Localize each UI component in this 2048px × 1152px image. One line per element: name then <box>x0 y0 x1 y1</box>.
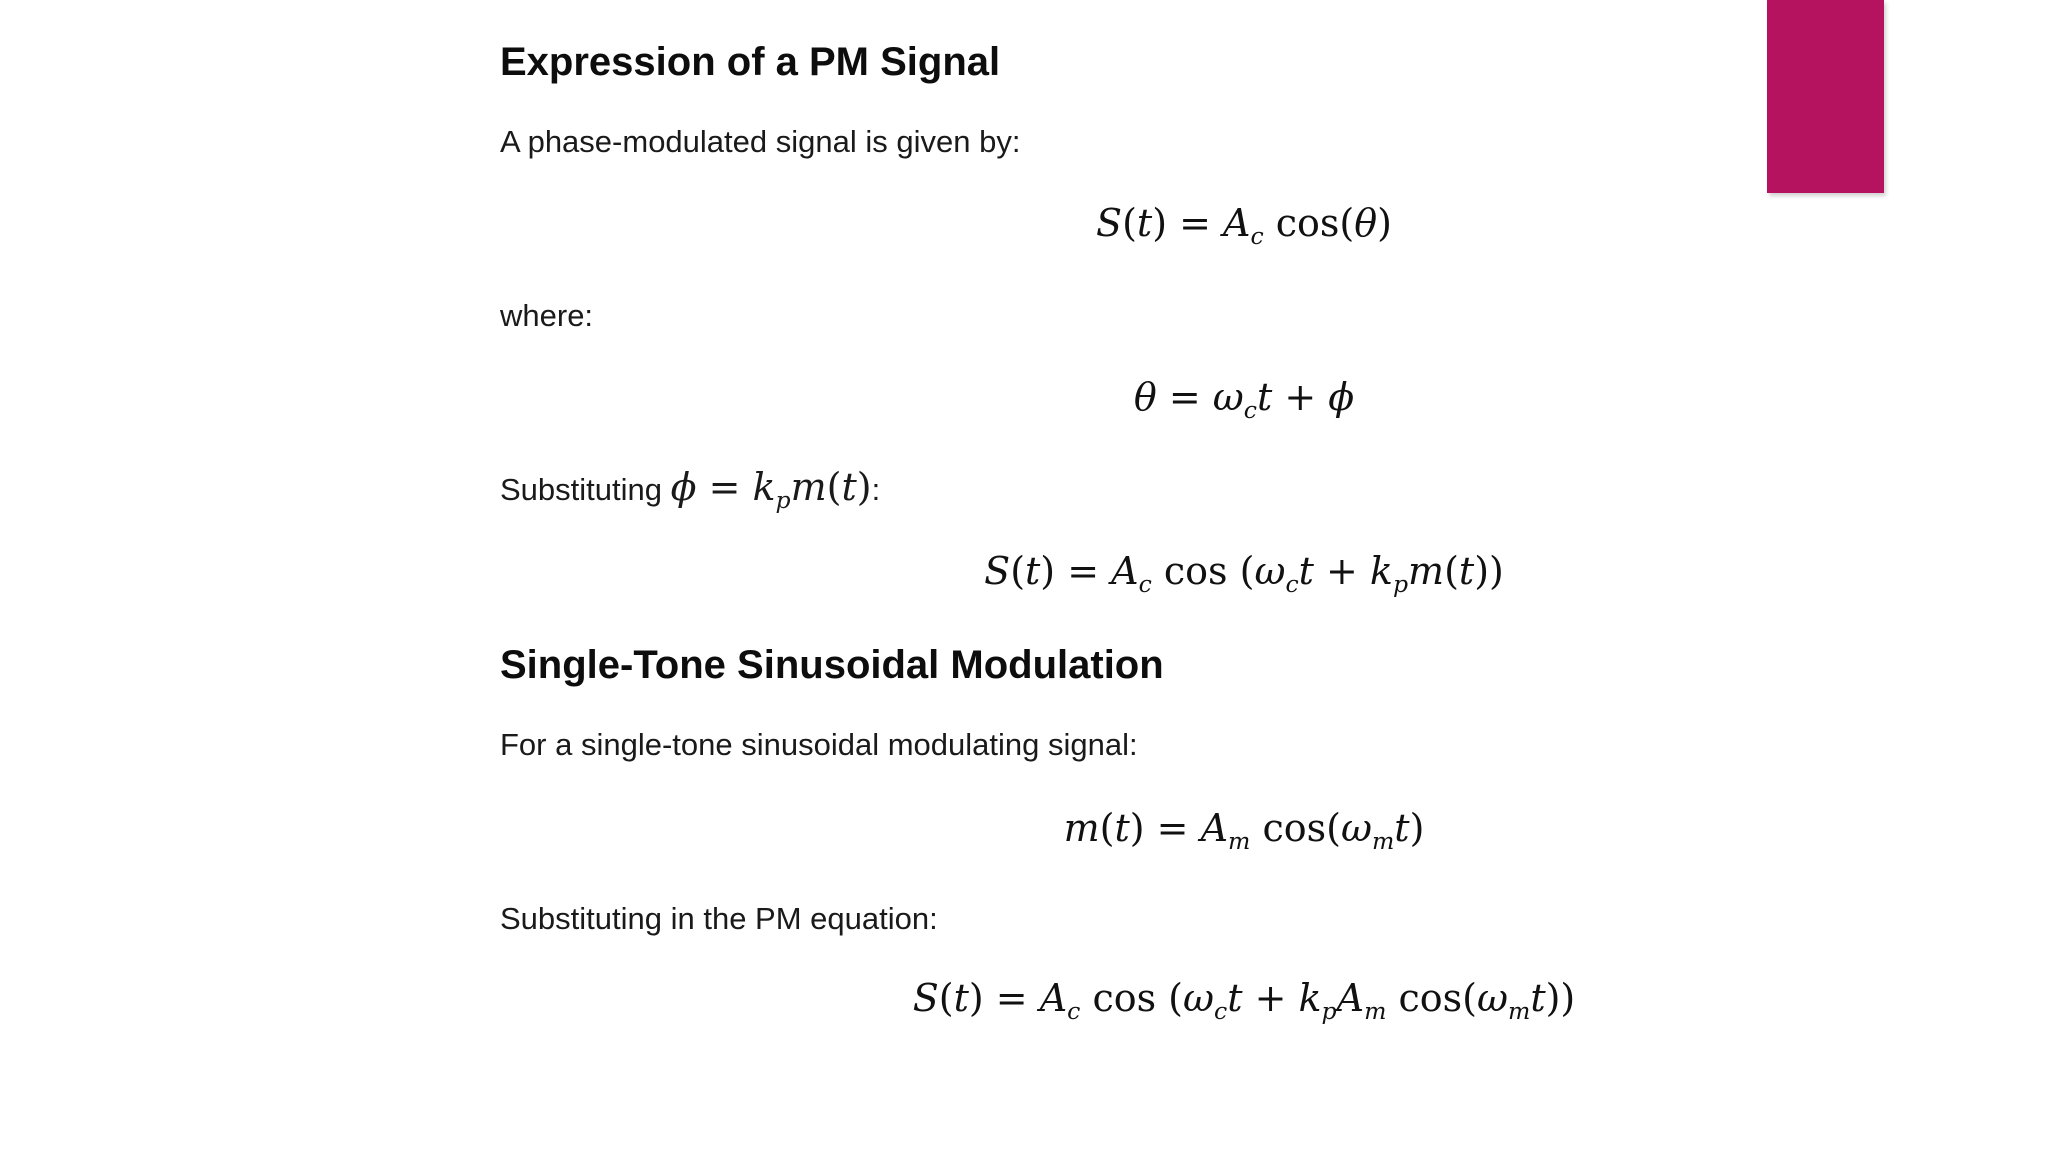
section-heading-single-tone: Single-Tone Sinusoidal Modulation <box>500 643 1164 687</box>
substituting-pm-label: Substituting in the PM equation: <box>500 901 938 936</box>
substituting-line <box>500 465 881 515</box>
equation-single-tone-pm: $S(t) = A_c$ $\cos (\omega_ct + k_pA_m$ $\cos(\omega_mt)$) <box>912 976 1576 1026</box>
equation-pm-expanded: $S(t) = A_c$ $\cos (\omega_ct + k_pm(t))$ <box>984 549 1504 599</box>
inline-equation-phi: $\phi = k_pm(t)$ <box>670 465 872 515</box>
accent-bar <box>1767 0 1884 193</box>
equation-pm-signal: $S(t) = A_c$ cos(θ) <box>1096 201 1392 251</box>
equation-modulating-signal: $m(t) = A_m$ $\cos(\omega_mt)$ <box>1063 806 1425 856</box>
substituting-prefix: Substituting <box>500 472 671 507</box>
where-label: where: <box>500 298 594 333</box>
section-heading-pm-signal: Expression of a PM Signal <box>500 40 1001 84</box>
single-tone-intro-text: For a single-tone sinusoidal modulating signal: <box>500 727 1138 762</box>
intro-text: A phase-modulated signal is given by: <box>500 124 1021 159</box>
substituting-suffix: : <box>871 472 881 507</box>
equation-theta: $\theta = \omega_ct + \phi$ <box>1133 375 1355 425</box>
